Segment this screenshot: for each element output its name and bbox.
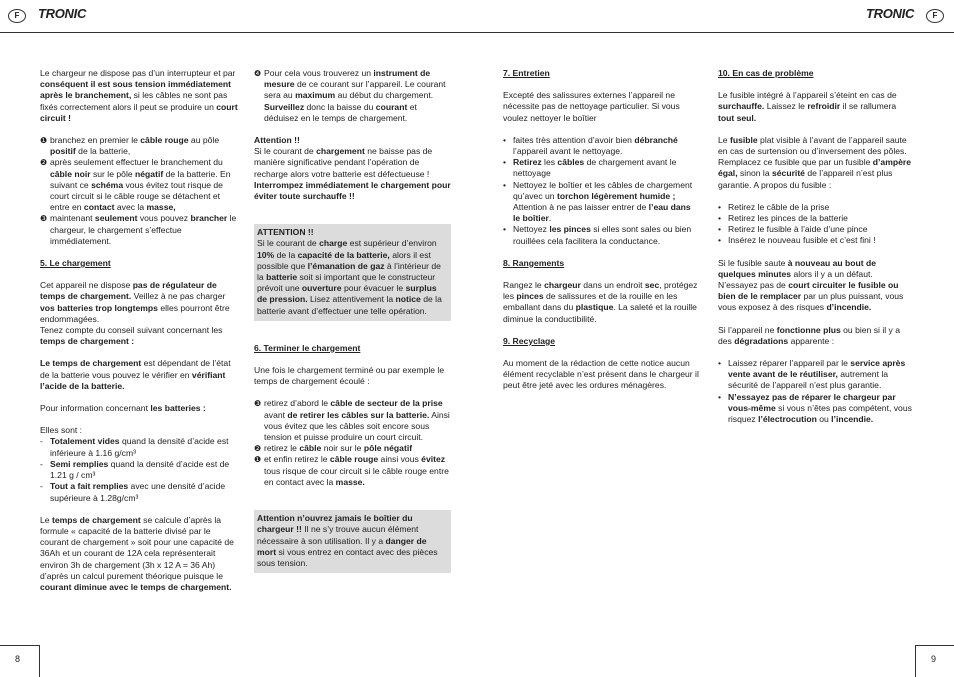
- list-item: • Retirez les pinces de la batterie: [718, 213, 914, 224]
- battery-states-intro: Elles sont :: [40, 425, 83, 436]
- list-item: • Retirez le fusible à l’aide d’une pince: [718, 224, 914, 235]
- list-item: • Nettoyez les pinces si elles sont sales ou bien rouillées cela facilitera la conductance.: [503, 224, 699, 246]
- step-1: ❶ branchez en premier le câble rouge au pôle positif de la batterie,: [40, 135, 220, 157]
- storage-paragraph: Rangez le chargeur dans un endroit sec, protégez les pinces de salissures et de la rouille en les emballant dans du plastique. La saleté et la rouille diminue la conductibilité.: [503, 280, 698, 324]
- attention-paragraph: Si le courant de chargement ne baisse pas de manière significative pendant l’opération de recharge alors votre batterie est défectueuse ! Interrompez immédiatement le chargement pour éviter toute surchauffe !!: [254, 146, 451, 202]
- list-item: • N’essayez pas de réparer le chargeur par vous-même si vous n’êtes pas compétent, vous risquez l’électrocution ou l’incendie.: [718, 392, 914, 426]
- fuse-paragraph-2: Le fusible plat visible à l’avant de l’appareil saute en cas de surtension ou d’inversement des pôles. Remplacez ce fusible que par un fusible d’ampère égal, sinon la sécurité de l’appareil n’est plus garantie. A propos du fusible :: [718, 134, 911, 190]
- footer-divider-right: [915, 645, 916, 677]
- fuse-paragraph-1: Le fusible intégré à l’appareil s’éteint en cas de surchauffe. Laissez le refroidir il se rallumera tout seul.: [718, 90, 897, 123]
- step-4: ❹ Pour cela vous trouverez un instrument de mesure de ce courant sur l’appareil. Le courant sera au maximum au début du chargement. Surveillez donc la baisse du courant et déduisez en le temps de chargement.: [254, 68, 446, 123]
- column-4: [718, 68, 914, 436]
- charging-paragraph: Cet appareil ne dispose pas de régulateur de temps de chargement. Veillez à ne pas charger vos batteries trop longtemps elles pourront être endommagées.: [40, 280, 230, 324]
- header-divider: [0, 32, 954, 33]
- section-heading-10: 10. En cas de problème: [718, 68, 814, 78]
- step-2: ❷ retirez le câble noir sur le pôle négatif: [254, 443, 413, 454]
- list-item: - Tout a fait remplies avec une densité d’acide supérieure à 1.28g/cm³: [40, 481, 238, 503]
- step-2: ❷ après seulement effectuer le branchement du câble noir sur le pôle négatif de la batterie. En suivant ce schéma vous évitez tout risque de court circuit si le câble rouge se détachent et entre en contact avec la masse,: [40, 157, 231, 213]
- list-item: • faites très attention d’avoir bien débranché l’appareil avant le nettoyage.: [503, 135, 699, 157]
- page-header: [0, 0, 954, 32]
- footer-divider-left: [39, 645, 40, 677]
- list-item: • Nettoyez le boîtier et les câbles de chargement qu’avec un torchon légèrement humide ; Attention à ne pas laisser entrer de l’eau dans le boîtier.: [503, 180, 699, 225]
- brand-logo-left: TRONIC: [38, 6, 87, 21]
- intro-paragraph: Le chargeur ne dispose pas d’un interrupteur et par conséquent il est sous tension immédiatement après le branchement, si les câbles ne sont pas fixés correctement alors il peut se produire un court circuit !: [40, 68, 238, 123]
- fuse-paragraph-3: Si le fusible saute à nouveau au bout de quelques minutes alors il y a un défaut. N’essayez pas de court circuiter le fusible ou bien de le remplacer par un plus puissant, vous vous exposez à des risques d’incendie.: [718, 257, 904, 313]
- language-badge-right: F: [926, 9, 944, 23]
- maintenance-paragraph: Excepté des salissures externes l’appareil ne nécessite pas de nettoyage particulier. Si vous voulez nettoyer le boîtier: [503, 90, 680, 123]
- damage-paragraph: Si l’appareil ne fonctionne plus ou bien si il y a des dégradations apparente :: [718, 324, 900, 346]
- footer-line-right: [915, 645, 954, 646]
- page-number-left: 8: [15, 654, 21, 664]
- battery-info-paragraph: Pour information concernant les batteries :: [40, 403, 206, 414]
- finish-intro: Une fois le chargement terminé ou par exemple le temps de chargement écoulé :: [254, 365, 445, 387]
- attention-heading: Attention !!: [254, 135, 300, 146]
- section-heading-8: 8. Rangements: [503, 257, 565, 268]
- repair-list: [718, 358, 914, 425]
- brand-logo-right: TRONIC: [866, 6, 915, 21]
- footer-line-left: [0, 645, 39, 646]
- warning-box-gas: ATTENTION !! Si le courant de charge est supérieur d’environ 10% de la capacité de la batterie, alors il est possible que l’émanation de gaz à l’intérieur de la batterie soit si important que le constructeur prévoit une ouverture pour évacuer le surplus de pression. Lisez attentivement la notice de la batterie avant d’effectuer une telle opération.: [254, 224, 451, 321]
- recycling-paragraph: Au moment de la rédaction de cette notice aucun élément recyclable n’est présent dans le chargeur il peut être jeté avec les ordures ménagères.: [503, 358, 699, 391]
- list-item: • Insérez le nouveau fusible et c’est fini !: [718, 235, 914, 246]
- connect-steps: [40, 135, 238, 247]
- list-item: - Semi remplies quand la densité d’acide est de 1.21 g / cm³: [40, 459, 238, 481]
- battery-states-list: [40, 436, 238, 503]
- page-number-right: 9: [931, 654, 937, 664]
- step-3: ❸ maintenant seulement vous pouvez brancher le chargeur, le chargement s’effectue immédiatement.: [40, 213, 237, 246]
- section-heading-6: 6. Terminer le chargement: [254, 342, 361, 353]
- column-2: [254, 68, 451, 584]
- section-heading-7: 7. Entretien: [503, 68, 550, 78]
- warning-box-housing: Attention n’ouvrez jamais le boîtier du chargeur !! Il ne s’y trouve aucun élément nécessaire à son utilisation. Il y a danger de mort si vous entrez en contact avec des pièces sous tension.: [254, 510, 451, 573]
- column-1: [40, 68, 238, 604]
- formula-paragraph: Le temps de chargement se calcule d’après la formule « capacité de la batterie divisé par le courant de chargement » soit pour une capacité de 36Ah et un courant de 12A cela représenterait environ 3h de chargement (3h x 12 A = 36 Ah) d’après un calcul purement théorique puisque le courant diminue avec le temps de chargement.: [40, 514, 234, 592]
- section-heading-9: 9. Recyclage: [503, 335, 556, 346]
- disconnect-steps: [254, 398, 451, 488]
- section-heading-5: 5. Le chargement: [40, 258, 111, 269]
- charging-tip: Tenez compte du conseil suivant concernant les temps de chargement :: [40, 325, 223, 347]
- column-3: [503, 68, 699, 403]
- charging-time-paragraph: Le temps de chargement est dépendant de l’état de la batterie vous pouvez le vérifier en vérifiant l’acide de la batterie.: [40, 358, 231, 391]
- list-item: • Retirez les câbles de chargement avant le nettoyage: [503, 157, 699, 179]
- fuse-steps-list: [718, 202, 914, 247]
- list-item: • Laissez réparer l’appareil par le service après vente avant de le réutiliser, autrement la sécurité de l’appareil n’est plus garantie.: [718, 358, 914, 392]
- warning-box-title: ATTENTION !!: [257, 227, 314, 238]
- maintenance-list: [503, 135, 699, 247]
- list-item: • Retirez le câble de la prise: [718, 202, 914, 213]
- step-3: ❸ retirez d’abord le câble de secteur de la prise avant de retirer les câbles sur la batterie. Ainsi vous évitez que les câbles soit encore sous tension et puisse produire un court circuit.: [254, 398, 450, 443]
- language-badge-left: F: [8, 9, 26, 23]
- step-1: ❶ et enfin retirez le câble rouge ainsi vous évitez tous risque de cour circuit si le câble rouge entre en contact avec la masse.: [254, 454, 449, 487]
- list-item: - Totalement vides quand la densité d’acide est inférieure à 1.16 g/cm³: [40, 436, 238, 458]
